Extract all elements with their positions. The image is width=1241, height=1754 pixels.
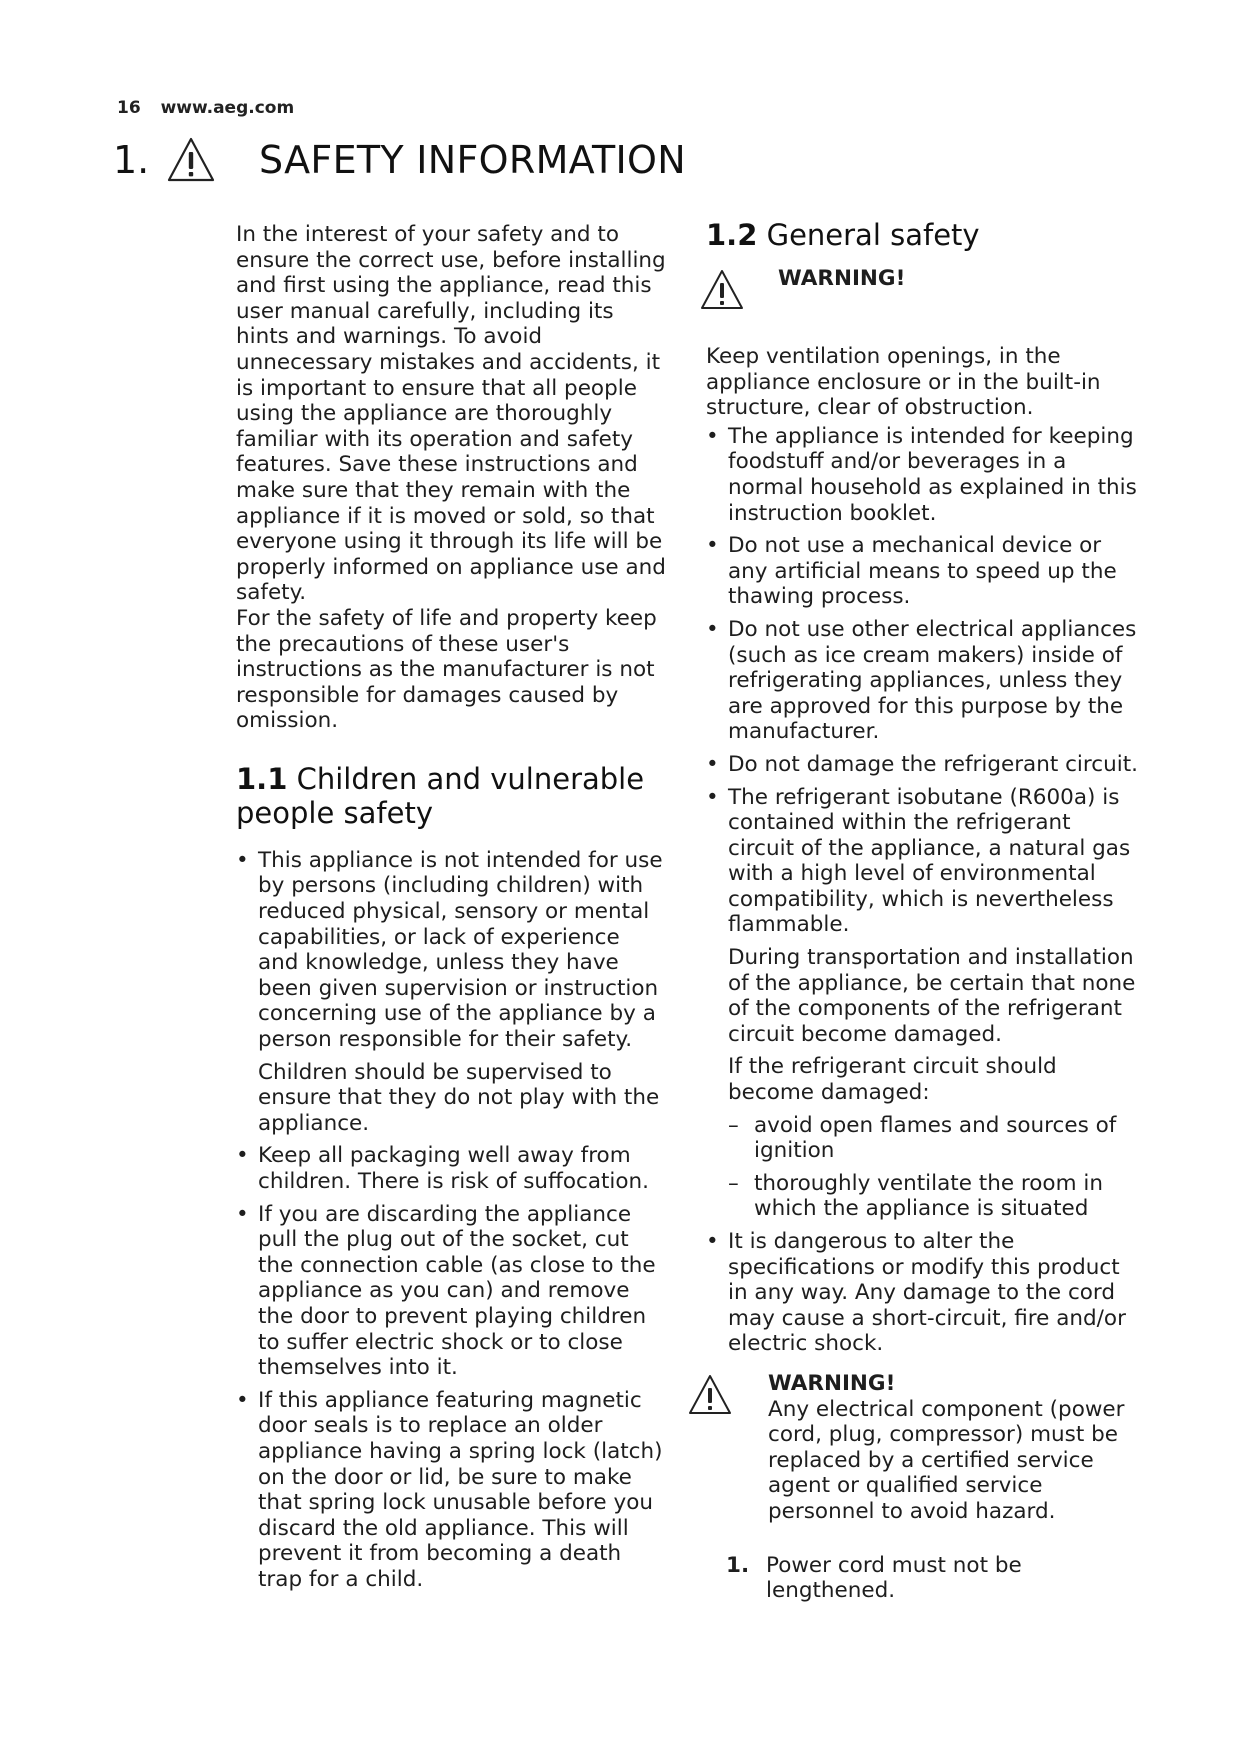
list-item: • Keep all packaging well away from children. There is risk of suffocation. bbox=[236, 1143, 666, 1194]
intro-paragraph: For the safety of life and property keep the precautions of these user's instructions as the manufacturer is not responsible for damages caused by omission. bbox=[236, 605, 657, 734]
chapter-title: SAFETY INFORMATION bbox=[259, 138, 686, 182]
general-safety-intro: Keep ventilation openings, in the appliance enclosure or in the built-in structure, clear of obstruction. bbox=[706, 344, 1101, 421]
dash-item: – thoroughly ventilate the room in which the appliance is situated bbox=[728, 1171, 1142, 1222]
section-number: 1.1 bbox=[236, 761, 288, 796]
numbered-item bbox=[706, 1553, 1142, 1604]
list-item: • The refrigerant isobutane (R600a) is contained within the refrigerant circuit of the appliance, a natural gas with a high level of environmental compatibility, which is nevertheless flammable. During transportation and installation of the appliance, be certain that none of the components of the refrigerant circuit become damaged. If the refrigerant circuit should become damaged: – avoid open flames and sources of ignition – thoroughly ventilate the room in which the appliance is situated bbox=[706, 785, 1142, 1223]
intro-text bbox=[236, 222, 666, 734]
chapter-number: 1. bbox=[113, 138, 150, 182]
warning-title: WARNING! bbox=[768, 1370, 896, 1396]
list-item: • This appliance is not intended for use by persons (including children) with reduced physical, sensory or mental capabilities, or lack of experience and knowledge, unless they have been given supervision or instruction concerning use of the appliance by a person responsible for their safety. Children should be supervised to ensure that they do not play with the appliance. bbox=[236, 848, 666, 1137]
list-item-note: If the refrigerant circuit should become damaged: bbox=[728, 1054, 1057, 1106]
warning-title: WARNING! bbox=[778, 266, 906, 291]
list-item-note: Children should be supervised to ensure that they do not play with the appliance. bbox=[258, 1059, 660, 1136]
list-item: • Do not use a mechanical device or any artificial means to speed up the thawing process. bbox=[706, 533, 1142, 610]
page-header bbox=[117, 98, 294, 118]
numbered-list bbox=[706, 1553, 1142, 1604]
warning-triangle-icon bbox=[698, 266, 746, 314]
warning-text: Any electrical component (power cord, plug, compressor) must be replaced by a certified service agent or qualified service personnel to avoid hazard. bbox=[768, 1396, 1125, 1524]
item-number: 1. bbox=[726, 1552, 750, 1578]
list-item-note: During transportation and installation of the appliance, be certain that none of the components of the refrigerant circuit become damaged. bbox=[728, 945, 1136, 1047]
left-column bbox=[236, 222, 666, 1600]
chapter-heading bbox=[113, 130, 686, 190]
dash-item: – avoid open flames and sources of ignition bbox=[728, 1113, 1142, 1164]
warning-box bbox=[686, 1371, 1142, 1525]
section-title: Children and vulnerable people safety bbox=[236, 761, 645, 830]
list-item: • Do not damage the refrigerant circuit. bbox=[706, 752, 1142, 778]
intro-paragraph: In the interest of your safety and to ensure the correct use, before installing and first using the appliance, read this user manual carefully, including its hints and warnings. To avoid unnecessary mistakes and accidents, it is important to ensure that all people using the appliance are thoroughly familiar with its operation and safety features. Save these instructions and make sure that they remain with the appliance if it is moved or sold, so that everyone using it through its life will be properly informed on appliance use and safety. bbox=[236, 222, 666, 606]
list-item: • It is dangerous to alter the specifications or modify this product in any way. Any damage to the cord may cause a short-circuit, fire and/or electric shock. bbox=[706, 1229, 1142, 1357]
warning-triangle-icon bbox=[165, 134, 217, 186]
list-item: • If you are discarding the appliance pull the plug out of the socket, cut the connection cable (as close to the appliance as you can) and remove the door to prevent playing children to suffer electric shock or to close themselves into it. bbox=[236, 1202, 666, 1381]
section-1-1-heading bbox=[236, 762, 666, 830]
list-item: • The appliance is intended for keeping foodstuff and/or beverages in a normal household as explained in this instruction booklet. bbox=[706, 424, 1142, 526]
general-safety-list bbox=[706, 424, 1142, 1357]
dash-list bbox=[728, 1113, 1142, 1222]
children-safety-list bbox=[236, 848, 666, 1593]
warning-box bbox=[698, 266, 1142, 314]
page-number: 16 bbox=[117, 98, 141, 118]
section-1-2-heading bbox=[706, 218, 1142, 252]
section-title: General safety bbox=[766, 218, 980, 252]
website-link[interactable]: www.aeg.com bbox=[160, 98, 295, 118]
list-item: • Do not use other electrical appliances (such as ice cream makers) inside of refrigerating appliances, unless they are approved for this purpose by the manufacturer. bbox=[706, 617, 1142, 745]
list-item: • If this appliance featuring magnetic door seals is to replace an older appliance having a spring lock (latch) on the door or lid, be sure to make that spring lock unusable before you discard the old appliance. This will prevent it from becoming a death trap for a child. bbox=[236, 1388, 666, 1593]
warning-triangle-icon bbox=[686, 1371, 734, 1419]
section-number: 1.2 bbox=[706, 218, 758, 252]
right-column bbox=[706, 218, 1142, 1604]
item-text: Power cord must not be lengthened. bbox=[766, 1552, 1022, 1604]
